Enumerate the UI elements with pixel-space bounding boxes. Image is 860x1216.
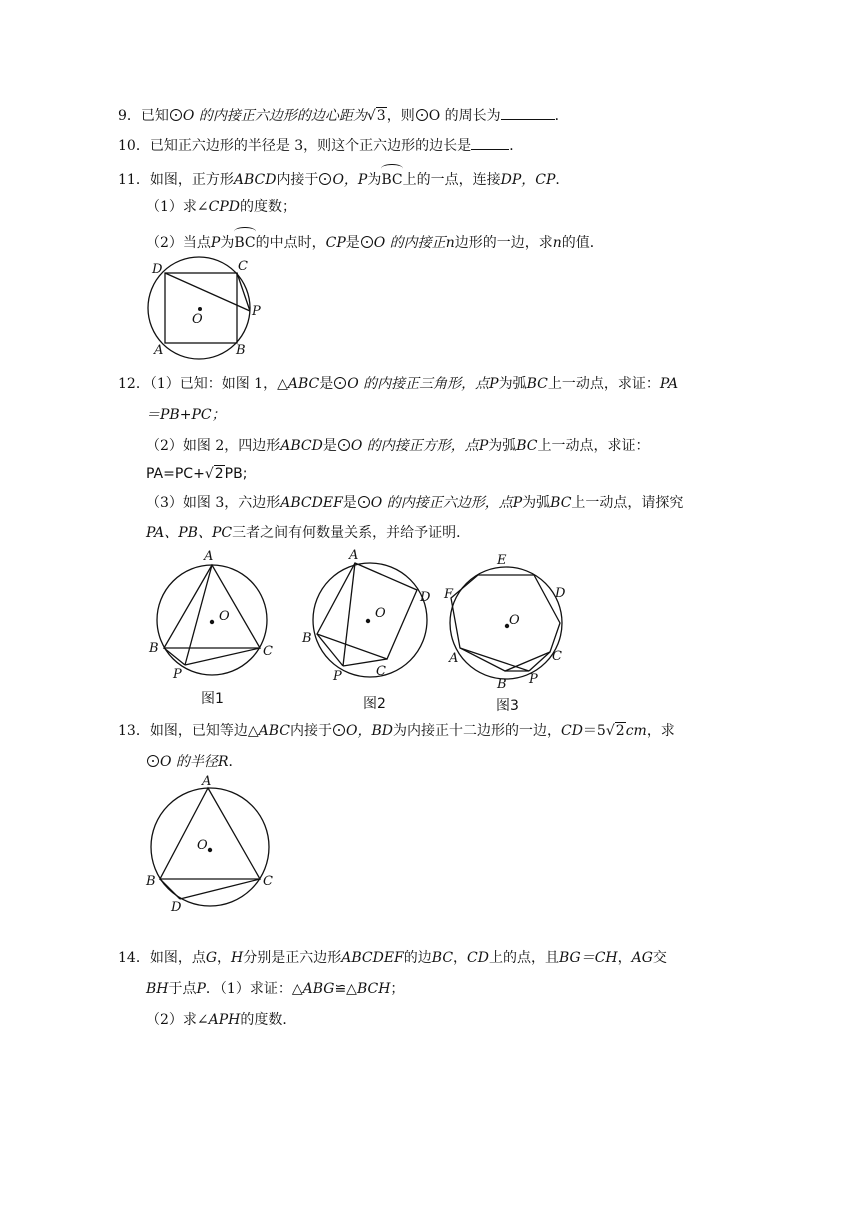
circle-dot-symbol — [358, 496, 370, 508]
label-p: P — [173, 667, 182, 682]
question-9: 9．已知 O 的内接正六边形的边心距为√3，则 O 的周长为 ． — [118, 105, 569, 126]
label-c: C — [263, 644, 273, 659]
figure-12-3 — [440, 548, 585, 713]
label-o: O — [197, 838, 208, 853]
circle-dot-symbol — [338, 439, 350, 451]
label-p: P — [529, 672, 538, 687]
label-a: A — [154, 343, 164, 358]
label-o: O — [375, 606, 386, 621]
label-a: A — [449, 651, 459, 666]
label-b: B — [146, 874, 156, 889]
circle-dot-symbol — [333, 724, 345, 736]
segment-pa — [460, 648, 529, 671]
label-o: O — [509, 613, 520, 628]
question-12-line-5: （3）如图 3，六边形ABCDEF是 O 的内接正六边形，点P为弧BC上一动点，请探究 — [146, 495, 684, 511]
answer-blank[interactable] — [471, 135, 509, 150]
label-c: C — [552, 649, 562, 664]
label-c: C — [238, 259, 248, 274]
question-12-line-3: （2）如图 2，四边形ABCD是 O 的内接正方形，点P为弧BC上一动点，求证： — [146, 438, 650, 454]
question-13-line-1: 13．如图，已知等边△ABC内接于 O，BD为内接正十二边形的一边，CD＝5√2cm，求 — [118, 723, 675, 739]
label-p: P — [333, 669, 342, 684]
circle-dot-symbol — [170, 109, 182, 121]
label-d: D — [152, 262, 163, 277]
question-14-line-2: BH于点P．（1）求证：△ABG≌△BCH； — [146, 981, 405, 997]
question-14-line-3: （2）求∠APH的度数． — [146, 1012, 297, 1028]
question-12-line-1: 12．（1）已知：如图 1，△ABC是 O 的内接正三角形，点P为弧BC上一动点，求证：PA — [118, 376, 679, 392]
center-dot — [208, 848, 212, 852]
label-d: D — [555, 586, 566, 601]
circle-dot-symbol — [319, 173, 331, 185]
label-f: F — [444, 587, 454, 602]
circle — [313, 563, 427, 677]
arc-bc: BC — [381, 166, 402, 190]
center-dot — [210, 620, 214, 624]
label-c: C — [376, 664, 386, 679]
triangle-abc — [160, 788, 260, 879]
figure-caption-1: 图1 — [201, 691, 224, 707]
triangle-abc — [164, 565, 260, 648]
label-a: A — [204, 549, 214, 564]
arc-bc: BC — [234, 229, 255, 253]
label-c: C — [263, 874, 273, 889]
figure-12-2 — [300, 548, 440, 713]
label-b: B — [236, 343, 246, 358]
label-b: B — [497, 677, 507, 692]
figure-caption-2: 图2 — [363, 696, 386, 712]
question-11: 11．如图，正方形ABCD内接于 O，P为BC上的一点，连接DP，CP． — [118, 166, 569, 190]
label-p: P — [252, 304, 261, 319]
label-a: A — [202, 774, 212, 789]
center-dot — [366, 619, 370, 623]
label-o: O — [219, 609, 230, 624]
circle-dot-symbol — [416, 109, 428, 121]
figure-q13 — [140, 775, 285, 915]
circle-dot-symbol — [147, 755, 159, 767]
question-14-line-1: 14．如图，点G，H分别是正六边形ABCDEF的边BC，CD上的点，且BG＝CH，AG交 — [118, 950, 667, 966]
figure-12-1 — [145, 548, 280, 713]
hexagon-abcdef — [451, 575, 560, 671]
label-e: E — [497, 553, 507, 568]
segment-cd — [180, 879, 260, 899]
question-13-line-2: O 的半径R． — [146, 752, 242, 772]
center-dot — [198, 307, 202, 311]
label-d: D — [420, 590, 431, 605]
segment-pa — [185, 565, 212, 665]
sqrt-2: √2 — [204, 466, 224, 482]
label-a: A — [349, 548, 359, 563]
figure-q11 — [140, 255, 270, 365]
circle-dot-symbol — [361, 236, 373, 248]
segment-pa — [343, 563, 355, 666]
circle-dot-symbol — [334, 377, 346, 389]
segment-bd — [160, 879, 180, 899]
segment-pc — [185, 648, 260, 665]
label-b: B — [149, 641, 159, 656]
sqrt-2: √2 — [605, 723, 625, 739]
question-11-part-1: （1）求∠CPD的度数； — [146, 199, 296, 215]
question-10: 10．已知正六边形的半径是 3，则这个正六边形的边长是 ． — [118, 135, 523, 156]
sqrt-3: √3 — [366, 108, 386, 124]
label-b: B — [302, 631, 312, 646]
question-12-line-2: ＝PB+PC； — [146, 407, 226, 423]
label-o: O — [192, 312, 203, 327]
question-12-line-6: PA、PB、PC三者之间有何数量关系，并给予证明． — [146, 525, 471, 541]
label-d: D — [171, 900, 182, 915]
answer-blank[interactable] — [501, 105, 555, 120]
question-11-part-2: （2）当点P为BC的中点时，CP是 O 的内接正n边形的一边，求n的值． — [146, 229, 604, 253]
segment-pb — [164, 648, 185, 665]
question-12-line-4: PA=PC+√2PB; — [146, 466, 248, 482]
figure-caption-3: 图3 — [496, 698, 519, 714]
